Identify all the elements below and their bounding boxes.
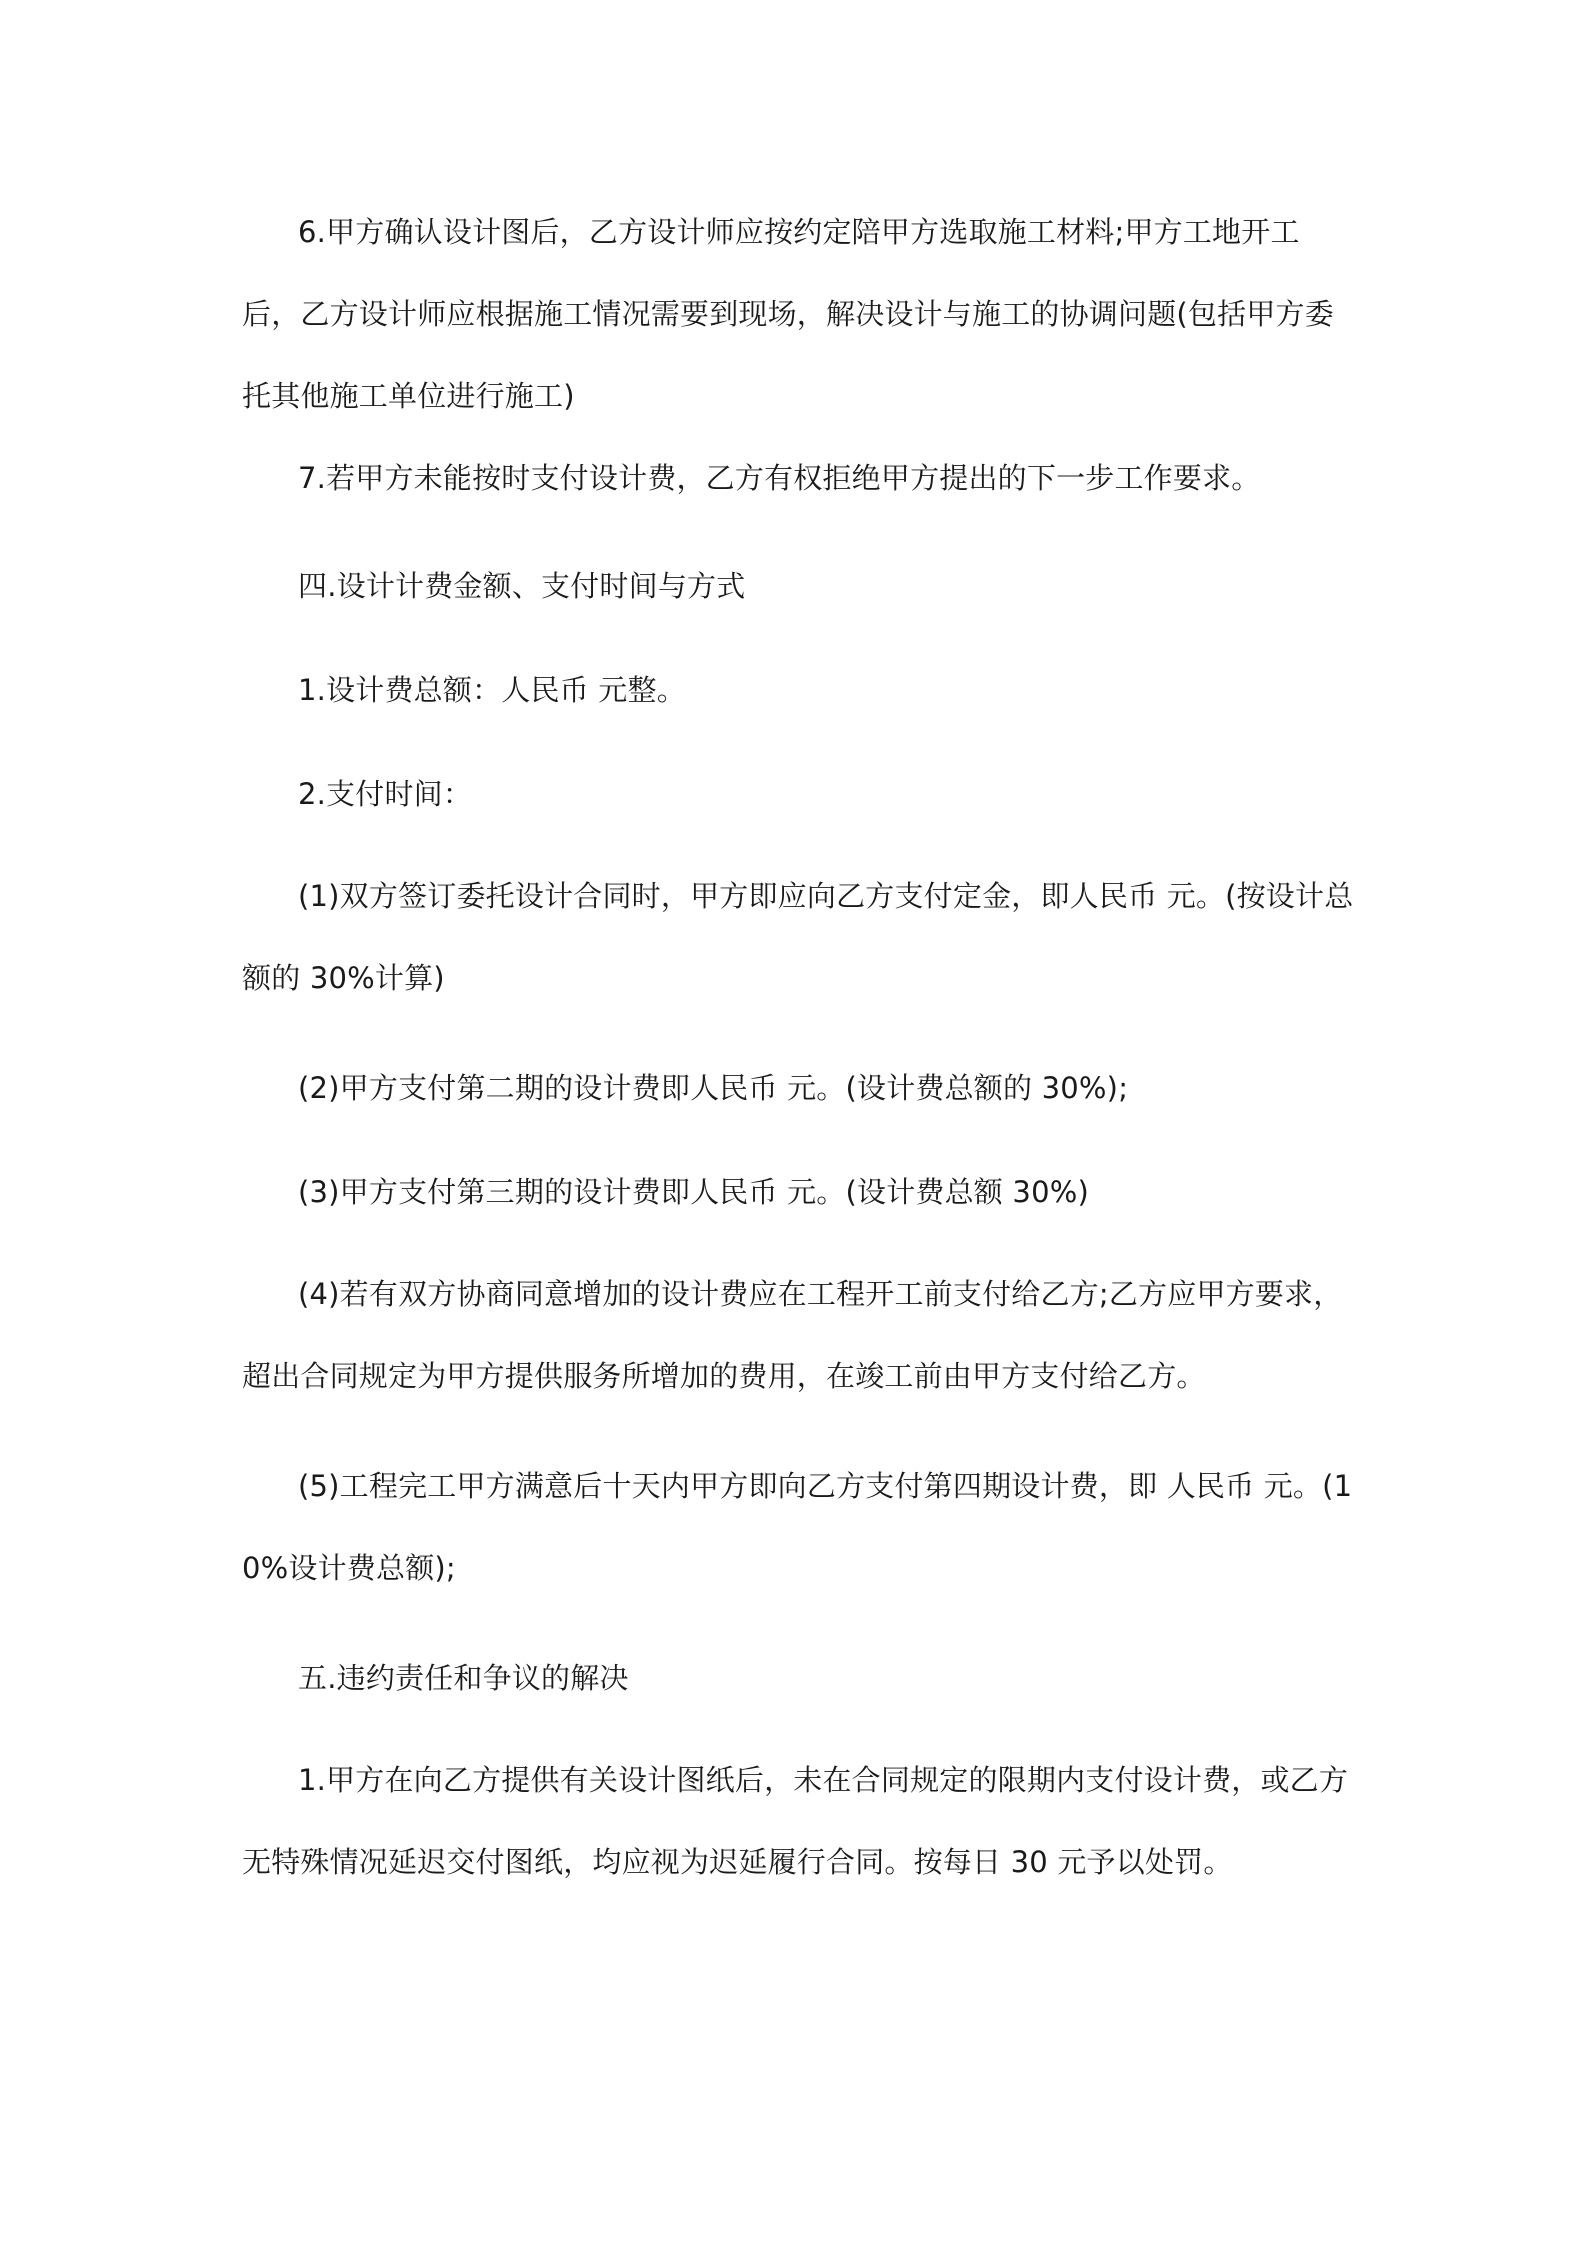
clause-4-2-2-paragraph: (2)甲方支付第二期的设计费即人民币 元。(设计费总额的 30%); (298, 1071, 1129, 1105)
clause-4-2-1-paragraph: (1)双方签订委托设计合同时，甲方即应向乙方支付定金，即人民币 元。(按设计总额的 30%计算) (242, 879, 1354, 995)
section-5-heading: 五.违约责任和争议的解决 (298, 1661, 629, 1695)
section-4-heading: 四.设计计费金额、支付时间与方式 (298, 569, 746, 603)
clause-4-2-paragraph: 2.支付时间： (298, 777, 473, 811)
clause-3-6-paragraph: 6.甲方确认设计图后，乙方设计师应按约定陪甲方选取施工材料;甲方工地开工后，乙方设计师应根据施工情况需要到现场，解决设计与施工的协调问题(包括甲方委托其他施工单位进行施工) (242, 215, 1334, 413)
clause-4-2-3-paragraph: (3)甲方支付第三期的设计费即人民币 元。(设计费总额 30%) (298, 1175, 1090, 1209)
clause-3-7-paragraph: 7.若甲方未能按时支付设计费，乙方有权拒绝甲方提出的下一步工作要求。 (298, 461, 1261, 495)
clause-5-1-paragraph: 1.甲方在向乙方提供有关设计图纸后，未在合同规定的限期内支付设计费，或乙方无特殊情况延迟交付图纸，均应视为迟延履行合同。按每日 30 元予以处罚。 (242, 1763, 1349, 1879)
clause-4-1-paragraph: 1.设计费总额：人民币 元整。 (298, 673, 686, 707)
clause-4-2-5-paragraph: (5)工程完工甲方满意后十天内甲方即向乙方支付第四期设计费，即 人民币 元。(10%设计费总额); (242, 1469, 1353, 1585)
clause-4-2-4-paragraph: (4)若有双方协商同意增加的设计费应在工程开工前支付给乙方;乙方应甲方要求，超出合同规定为甲方提供服务所增加的费用，在竣工前由甲方支付给乙方。 (242, 1277, 1343, 1393)
